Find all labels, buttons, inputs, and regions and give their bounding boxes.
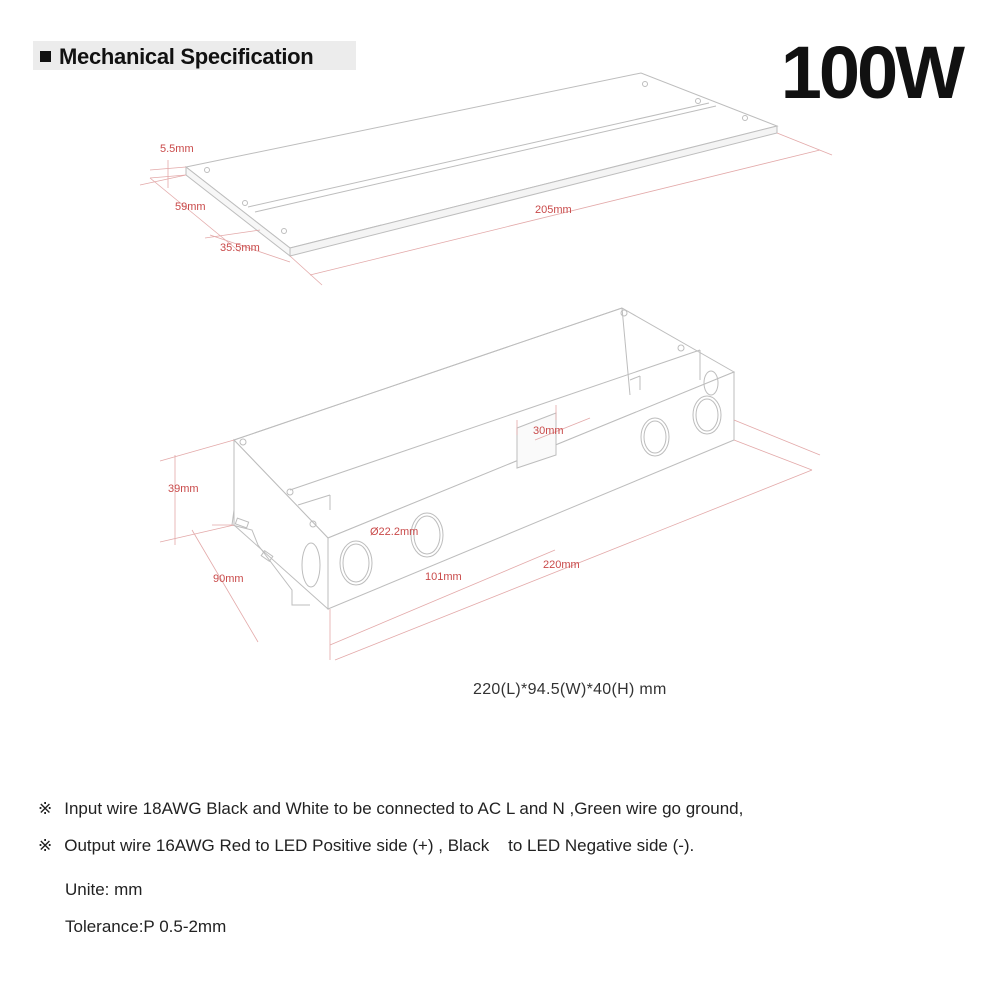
- units-label: Unite: mm: [65, 880, 143, 899]
- box-width-label: 90mm: [213, 573, 244, 585]
- cover-width-label: 59mm: [175, 201, 206, 213]
- partial-length-label: 101mm: [425, 571, 462, 583]
- box-drawing: [232, 308, 734, 609]
- section-title-text: Mechanical Specification: [59, 44, 314, 69]
- knockout-spacing-label: 30mm: [533, 425, 564, 437]
- cover-thickness-label: 5.5mm: [160, 143, 194, 155]
- box-height-label: 39mm: [168, 483, 199, 495]
- note-input-wire: [38, 799, 743, 819]
- power-rating: 100W: [780, 31, 962, 114]
- cover-length-label: 205mm: [535, 204, 572, 216]
- note-text: Input wire 18AWG Black and White to be connected to AC L and N ,Green wire go ground,: [64, 799, 744, 818]
- reference-mark-icon: ※: [38, 836, 53, 855]
- note-text: Output wire 16AWG Red to LED Positive side (+) , Black to LED Negative side (-).: [64, 836, 695, 855]
- tolerance-label: Tolerance:P 0.5-2mm: [65, 917, 227, 936]
- cover-half-width-label: 35.5mm: [220, 242, 260, 254]
- cover-plate-drawing: [186, 73, 777, 256]
- knockout-diameter-label: Ø22.2mm: [370, 526, 419, 538]
- reference-mark-icon: ※: [38, 799, 53, 818]
- note-output-wire: [38, 836, 694, 856]
- overall-dimensions: 220(L)*94.5(W)*40(H) mm: [473, 681, 667, 698]
- box-length-label: 220mm: [543, 559, 580, 571]
